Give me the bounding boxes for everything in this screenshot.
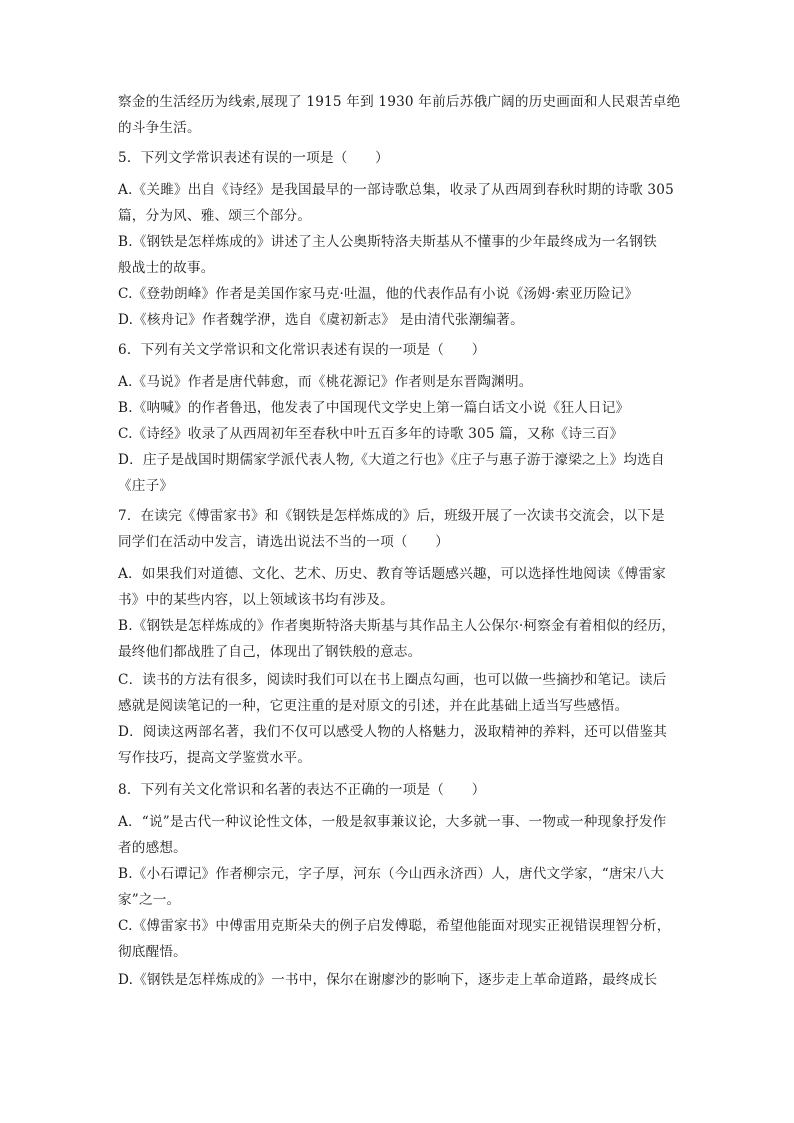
- question-5-stem: 5．下列文学常识表述有误的一项是（ ）: [118, 150, 389, 166]
- question-8-option-a: A．“说”是古代一种议论性文体，一般是叙事兼议论，大多就一事、一物或一种现象抒发作: [118, 814, 667, 830]
- question-8-option-b-cont: 家”之一。: [118, 892, 181, 908]
- question-8-option-b: B.《小石谭记》作者柳宗元，字子厚，河东（今山西永济西）人，唐代文学家，“唐宋八大: [118, 866, 665, 882]
- intro-line: 察金的生活经历为线索,展现了 1915 年到 1930 年前后苏俄广阔的历史画面和人民艰苦卓绝: [118, 94, 681, 110]
- question-7-option-b: B.《钢铁是怎样炼成的》作者奥斯特洛夫斯基与其作品主人公保尔·柯察金有着相似的经历，: [118, 618, 676, 634]
- question-8-stem: 8．下列有关文化常识和名著的表达不正确的一项是（ ）: [118, 782, 486, 798]
- question-6-option-d: D．庄子是战国时期儒家学派代表人物,《大道之行也》《庄子与惠子游于濠梁之上》均选自: [118, 452, 665, 468]
- question-5-option-b-cont: 般战士的故事。: [118, 260, 215, 276]
- question-5-option-b: B.《钢铁是怎样炼成的》讲述了主人公奥斯特洛夫斯基从不懂事的少年最终成为一名钢铁: [118, 234, 657, 250]
- question-7-option-a-cont: 书》中的某些内容，以上领域该书均有涉及。: [118, 592, 394, 608]
- question-8-option-c: C.《傅雷家书》中傅雷用克斯朵夫的例子启发傅聪，希望他能面对现实正视错误理智分析，: [118, 918, 671, 934]
- question-7-option-d: D．阅读这两部名著，我们不仅可以感受人物的人格魅力，汲取精神的养料，还可以借鉴其: [118, 724, 668, 740]
- question-6-option-b: B.《呐喊》的作者鲁迅，他发表了中国现代文学史上第一篇白话文小说《狂人日记》: [118, 400, 630, 416]
- question-8-option-c-cont: 彻底醒悟。: [118, 944, 187, 960]
- question-7-option-c-cont: 感就是阅读笔记的一种，它更注重的是对原文的引述，并在此基础上适当写些感悟。: [118, 698, 629, 714]
- intro-line: 的斗争生活。: [118, 120, 201, 136]
- question-8-option-d: D.《钢铁是怎样炼成的》一书中，保尔在谢廖沙的影响下，逐步走上革命道路，最终成长: [118, 972, 658, 988]
- question-5-option-c: C.《登勃朗峰》作者是美国作家马克·吐温，他的代表作品有小说《汤姆·索亚历险记》: [118, 286, 639, 302]
- question-6-option-c: C.《诗经》收录了从西周初年至春秋中叶五百多年的诗歌 305 篇，又称《诗三百》: [118, 426, 624, 442]
- question-7-option-a: A．如果我们对道德、文化、艺术、历史、教育等话题感兴趣，可以选择性地阅读《傅雷家: [118, 566, 666, 582]
- question-5-option-a-cont: 篇，分为风、雅、颂三个部分。: [118, 208, 312, 224]
- question-6-option-a: A.《马说》作者是唐代韩愈，而《桃花源记》作者则是东晋陶渊明。: [118, 374, 533, 390]
- question-7-option-d-cont: 写作技巧，提高文学鉴赏水平。: [118, 750, 312, 766]
- question-7-stem: 7．在读完《傅雷家书》和《钢铁是怎样炼成的》后，班级开展了一次读书交流会，以下是: [118, 508, 665, 524]
- question-7-option-b-cont: 最终他们都战胜了自己，体现出了钢铁般的意志。: [118, 644, 422, 660]
- question-6-stem: 6．下列有关文学常识和文化常识表述有误的一项是（ ）: [118, 342, 486, 358]
- question-7-option-c: C．读书的方法有很多，阅读时我们可以在书上圈点勾画，也可以做一些摘抄和笔记。读后: [118, 672, 667, 688]
- question-7-stem-cont: 同学们在活动中发言，请选出说法不当的一项（ ）: [118, 534, 450, 550]
- question-5-option-d: D.《核舟记》作者魏学洢，选自《虞初新志》 是由清代张潮编著。: [118, 312, 524, 328]
- question-8-option-a-cont: 者的感想。: [118, 840, 187, 856]
- question-5-option-a: A.《关雎》出自《诗经》是我国最早的一部诗歌总集，收录了从西周到春秋时期的诗歌 305: [118, 182, 674, 198]
- question-6-option-d-cont: 《庄子》: [118, 478, 174, 494]
